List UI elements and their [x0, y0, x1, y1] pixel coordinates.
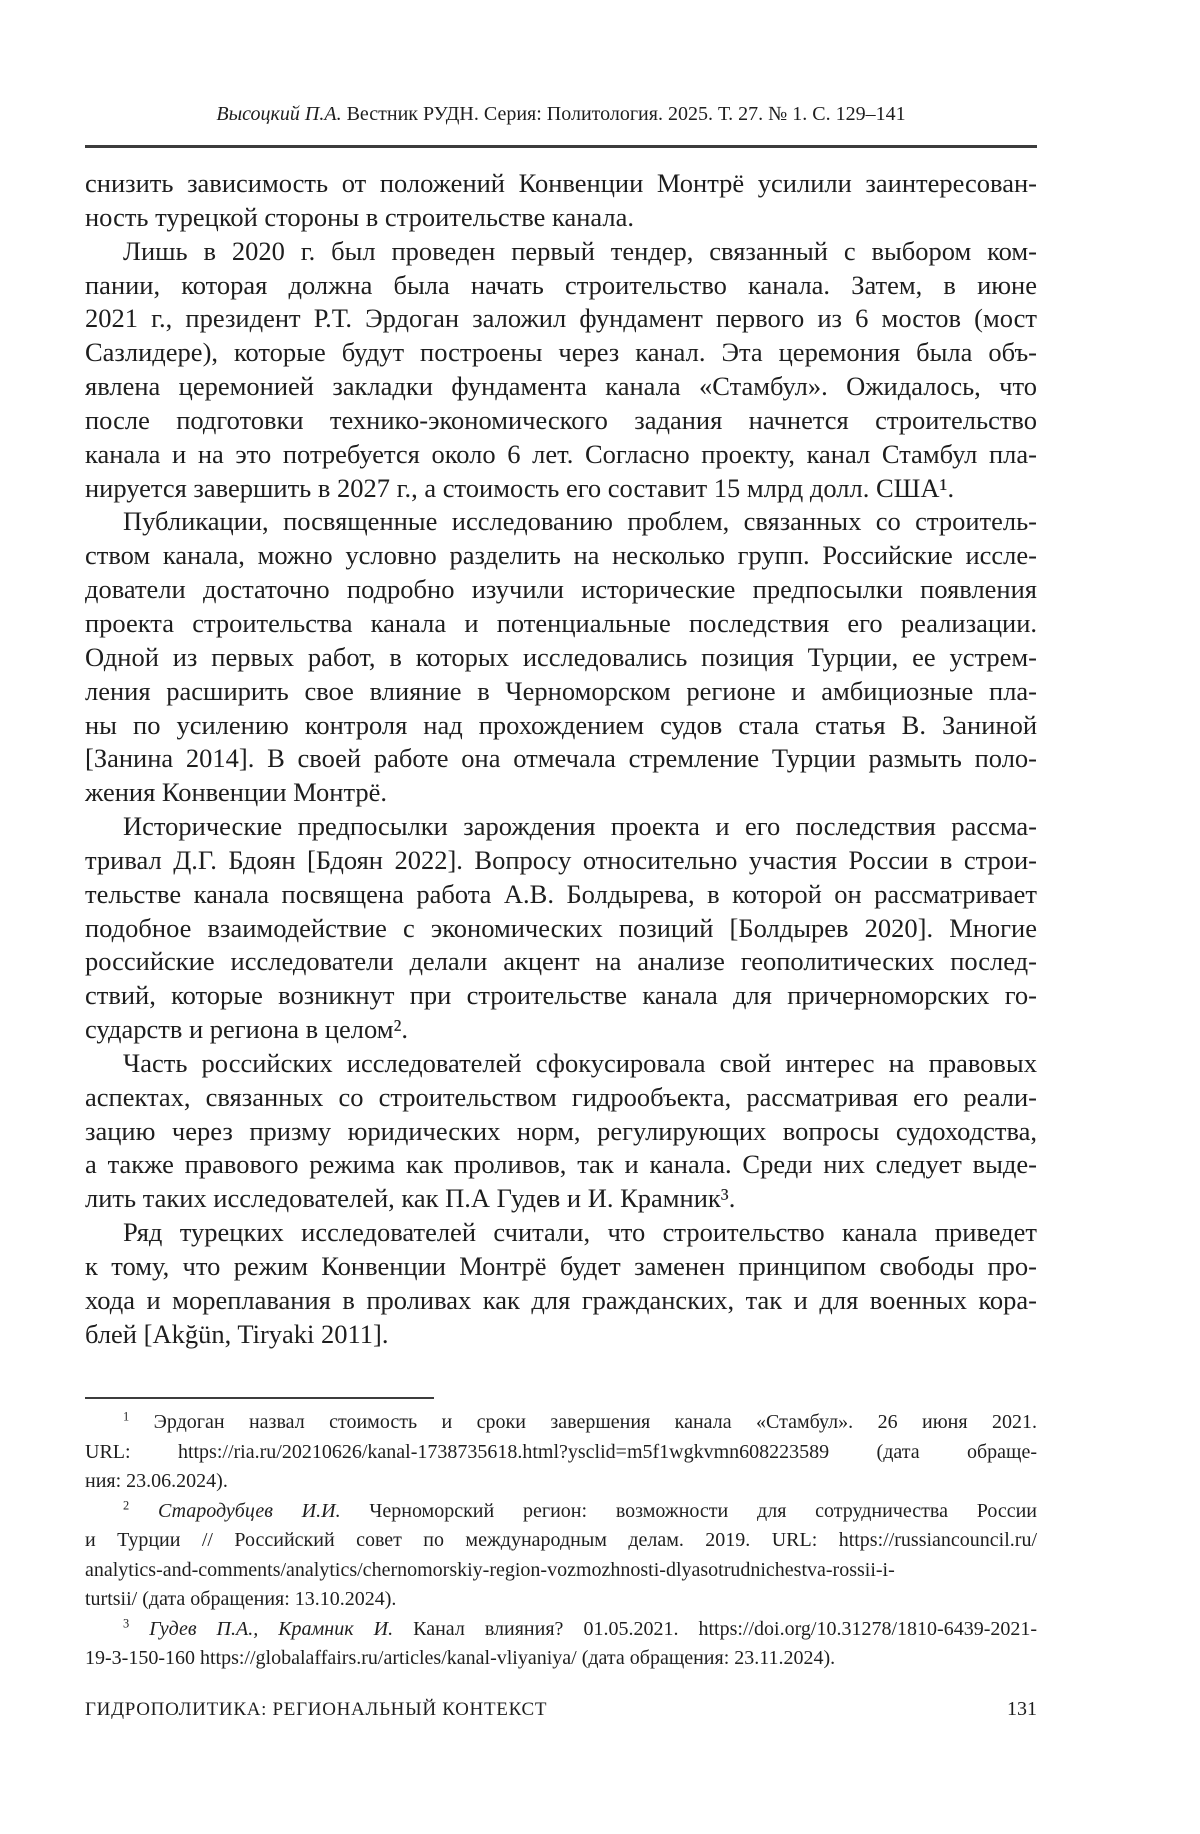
text-line: дователи достаточно подробно изучили исторические предпосылки появления: [85, 574, 1037, 605]
text-line: пании, которая должна была начать строительство канала. Затем, в июне: [85, 269, 1037, 300]
text-line: российские исследователи делали акцент на анализе геополитических послед-: [85, 946, 1037, 977]
paragraph: [85, 505, 1037, 810]
text-line: а также правового режима как проливов, так и канала. Среди них следует выде-: [85, 1149, 1037, 1180]
text-line: жения Конвенции Монтрё.: [85, 777, 388, 808]
text-segment: Высоцкий П.А.: [216, 103, 342, 125]
text-segment: Вестник РУДН. Серия: Политология. 2025. Т. 27. № 1. С. 129–141: [341, 103, 906, 125]
text-line: снизить зависимость от положений Конвенции Монтрё усилили заинтересован-: [85, 168, 1037, 198]
footnote: [85, 1615, 1037, 1674]
footnote: [85, 1497, 1037, 1615]
text-segment: Черноморский регион: возможности для сотрудничества России: [340, 1499, 1038, 1522]
text-segment: Эрдоган назвал стоимость и сроки завершения канала «Стамбул». 26 июня 2021.: [129, 1411, 1037, 1433]
text-line: [85, 1615, 1037, 1645]
text-line: [Занина 2014]. В своей работе она отмечала стремление Турции размыть поло-: [85, 743, 1037, 774]
text-line: Часть российских исследователей сфокусировала свой интерес на правовых: [123, 1047, 1037, 1078]
header-divider: [85, 145, 1037, 148]
text-line: URL: https://ria.ru/20210626/kanal-1738735618.html?ysclid=m5f1wgkvmn608223589 (дата обраще-: [85, 1440, 1037, 1463]
text-line: ность турецкой стороны в строительстве канала.: [85, 201, 635, 232]
text-line: 2021 г., президент Р.Т. Эрдоган заложил фундамент первого из 6 мостов (мост: [85, 303, 1037, 334]
text-line: ния: 23.06.2024).: [85, 1470, 228, 1492]
text-segment: Гудев П.А., Крамник И.: [149, 1617, 394, 1640]
text-line: тельстве канала посвящена работа А.В. Болдырева, в которой он рассматривает: [85, 878, 1037, 909]
text-line: нируется завершить в 2027 г., а стоимость его составит 15 млрд долл. США¹.: [85, 472, 955, 503]
running-header: [85, 103, 1037, 126]
text-line: [85, 1497, 1037, 1527]
text-line: 19-3-150-160 https://globalaffairs.ru/articles/kanal-vliyaniya/ (дата обращения: 23.11.2024).: [85, 1647, 836, 1669]
footnote-marker: 3: [123, 1615, 130, 1630]
text-segment: [129, 1618, 149, 1640]
text-line: канала и на это потребуется около 6 лет. Согласно проекту, канал Стамбул пла-: [85, 438, 1037, 469]
footnotes-block: [85, 1408, 1037, 1674]
footnote-divider: [85, 1397, 434, 1399]
paragraph: [85, 235, 1037, 506]
footer-section-title: ГИДРОПОЛИТИКА: РЕГИОНАЛЬНЫЙ КОНТЕКСТ: [85, 1699, 548, 1720]
text-line: Ряд турецких исследователей считали, что строительство канала приведет: [123, 1217, 1037, 1248]
footnote-marker: 2: [123, 1497, 130, 1512]
text-line: аспектах, связанных со строительством гидрообъекта, рассматривая его реали-: [85, 1081, 1037, 1112]
text-line: хода и мореплавания в проливах как для гражданских, так и для военных кора-: [85, 1284, 1037, 1315]
text-line: Публикации, посвященные исследованию проблем, связанных со строитель-: [123, 506, 1037, 537]
text-line: проекта строительства канала и потенциальные последствия его реализации.: [85, 607, 1037, 638]
text-line: после подготовки технико-экономического задания начнется строительство: [85, 404, 1037, 435]
text-line: зацию через призму юридических норм, регулирующих вопросы судоходства,: [85, 1115, 1037, 1146]
text-segment: [129, 1500, 158, 1522]
text-line: сударств и региона в целом².: [85, 1014, 409, 1045]
text-line: [85, 1408, 1037, 1438]
text-line: блей [Akğün, Tiryaki 2011].: [85, 1318, 389, 1349]
text-segment: Стародубцев И.И.: [158, 1499, 341, 1522]
text-line: analytics-and-comments/analytics/chernomorskiy-region-vozmozhnosti-dlyasotrudnichestva-rossii-i-: [85, 1558, 895, 1581]
text-line: turtsii/ (дата обращения: 13.10.2024).: [85, 1588, 397, 1610]
paragraph: [85, 1047, 1037, 1216]
text-line: ны по усилению контроля над прохождением судов стала статья В. Заниной: [85, 709, 1037, 740]
text-line: Лишь в 2020 г. был проведен первый тендер, связанный с выбором ком-: [123, 235, 1037, 266]
paragraph: [85, 167, 1037, 235]
text-line: Одной из первых работ, в которых исследовались позиция Турции, ее устрем-: [85, 641, 1037, 672]
footnote: [85, 1408, 1037, 1497]
text-line: лить таких исследователей, как П.А Гудев и И. Крамник³.: [85, 1183, 736, 1214]
text-line: и Турции // Российский совет по международным делам. 2019. URL: https://russiancouncil.ru/: [85, 1529, 1037, 1551]
footnote-marker: 1: [123, 1409, 130, 1424]
text-line: ствий, которые возникнут при строительстве канала для причерноморских го-: [85, 980, 1037, 1011]
text-line: ством канала, можно условно разделить на несколько групп. Российские иссле-: [85, 540, 1037, 571]
paragraph: [85, 1216, 1037, 1351]
article-body: [85, 167, 1037, 1352]
text-line: Исторические предпосылки зарождения проекта и его последствия рассма-: [123, 811, 1037, 842]
text-line: тривал Д.Г. Бдоян [Бдоян 2022]. Вопросу относительно участия России в строи-: [85, 844, 1037, 875]
text-segment: Канал влияния? 01.05.2021. https://doi.org/10.31278/1810-6439-2021-: [393, 1617, 1038, 1640]
footer-page-number: 131: [1007, 1698, 1037, 1720]
text-line: к тому, что режим Конвенции Монтрё будет заменен принципом свободы про-: [85, 1251, 1037, 1281]
paragraph: [85, 810, 1037, 1047]
text-line: подобное взаимодействие с экономических позиций [Болдырев 2020]. Многие: [85, 912, 1037, 943]
text-line: явлена церемонией закладки фундамента канала «Стамбул». Ожидалось, что: [85, 371, 1037, 402]
text-line: Сазлидере), которые будут построены через канал. Эта церемония была объ-: [85, 337, 1037, 368]
page-footer: [85, 1698, 1037, 1721]
text-line: ления расширить свое влияние в Черноморском регионе и амбициозные пла-: [85, 675, 1037, 706]
